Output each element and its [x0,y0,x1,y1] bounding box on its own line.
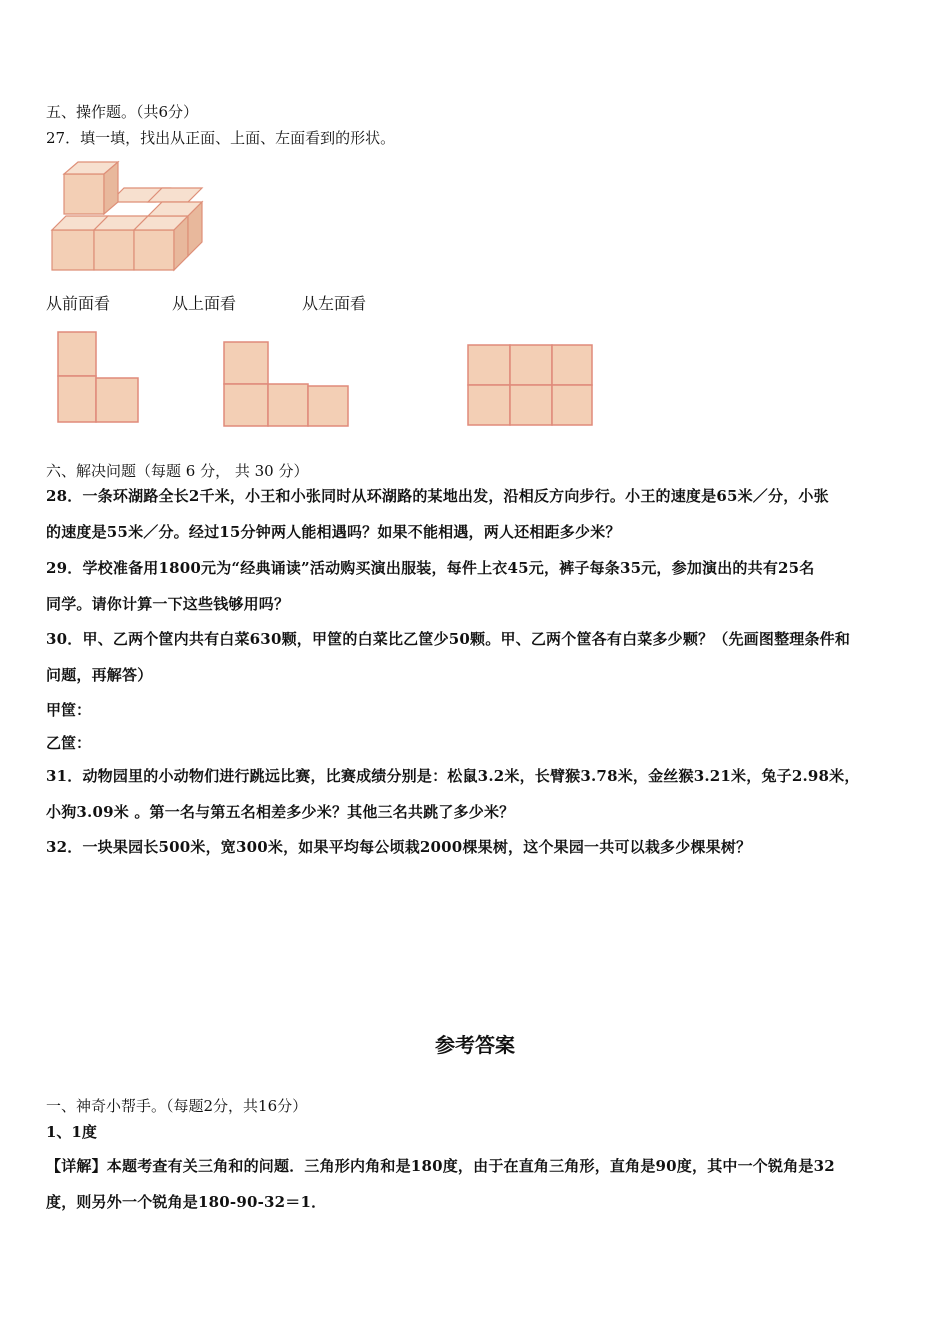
question-27: 27．填一填，找出从正面、上面、左面看到的形状。 [46,129,396,147]
question-29-line-2: 同学。请你计算一下这些钱够用吗？ [46,595,290,613]
view-label-front: 从前面看 [46,294,111,313]
question-28-line-2: 的速度是55米／分。经过15分钟两人能相遇吗？如果不能相遇，两人还相距多少米？ [46,523,621,541]
question-31-line-2: 小狗3.09米 。第一名与第五名相差多少米？其他三名共跳了多少米？ [46,803,515,821]
answer-1: 1、1度 [46,1123,97,1141]
top-view-grid [222,340,352,428]
view-square [268,384,308,426]
view-square [552,345,592,385]
question-29-line-1: 29．学校准备用1800元为“经典诵读”活动购买演出服装，每件上衣45元，裤子每条35元，参加演出的共有25名 [46,559,815,577]
view-label-top: 从上面看 [172,294,237,313]
cube-front-face [134,230,174,270]
cube-stack-figure [48,160,208,275]
section-six-heading: 六、解决问题（每题 6 分， 共 30 分） [46,462,309,480]
view-square [308,386,348,426]
cube-front-face [52,230,94,270]
section-five-heading: 五、操作题。（共6分） [46,103,199,121]
view-square [468,345,510,385]
view-square [58,332,96,376]
question-30-basket-a: 甲筐： [46,701,92,719]
view-square [224,342,268,384]
view-square [96,378,138,422]
left-view-grid [466,343,596,427]
question-30-line-2: 问题，再解答） [46,666,153,684]
question-30-line-1: 30．甲、乙两个筐内共有白菜630颗，甲筐的白菜比乙筐少50颗。甲、乙两个筐各有白菜多少颗？（先画图整理条件和 [46,630,851,648]
answer-1-detail-line-2: 度，则另外一个锐角是180-90-32＝1． [46,1193,327,1211]
front-view-grid [56,330,142,424]
cube-front-face [94,230,134,270]
view-square [510,345,552,385]
question-30-basket-b: 乙筐： [46,734,92,752]
answer-1-detail-line-1: 【详解】本题考查有关三角和的问题．三角形内角和是180度，由于在直角三角形，直角是90度，其中一个锐角是32 [46,1157,835,1175]
view-square [224,384,268,426]
view-square [58,376,96,422]
question-31-line-1: 31．动物园里的小动物们进行跳远比赛，比赛成绩分别是：松鼠3.2米，长臂猴3.78米，金丝猴3.21米，兔子2.98米， [46,767,860,785]
cube-front-face [64,174,104,214]
view-square [510,385,552,425]
view-label-left: 从左面看 [302,294,367,313]
answers-title: 参考答案 [435,1033,515,1057]
question-28-line-1: 28．一条环湖路全长2千米，小王和小张同时从环湖路的某地出发，沿相反方向步行。小王的速度是65米／分，小张 [46,487,829,505]
view-square [468,385,510,425]
answers-section-one-heading: 一、神奇小帮手。（每题2分，共16分） [46,1097,308,1115]
question-32: 32．一块果园长500米，宽300米，如果平均每公顷栽2000棵果树，这个果园一共可以栽多少棵果树？ [46,838,752,856]
view-square [552,385,592,425]
